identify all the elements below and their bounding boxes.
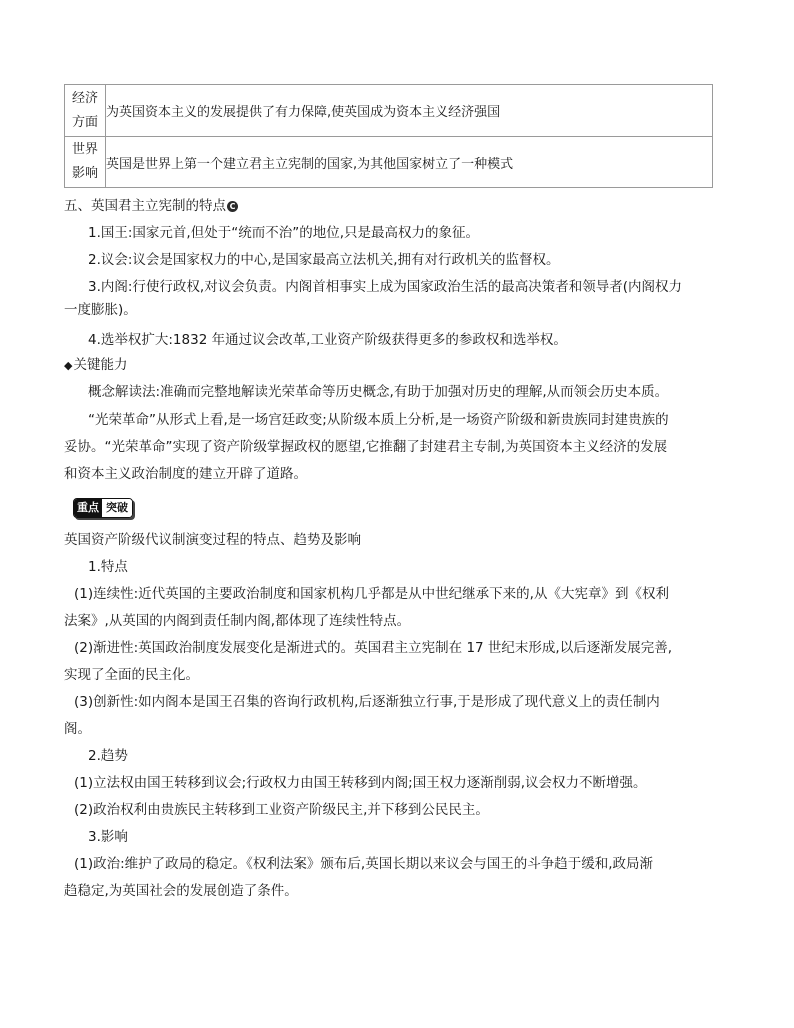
paragraph-line: 法案》,从英国的内阁到责任制内阁,都体现了连续性特点。 <box>64 613 411 629</box>
subheading: 1.特点 <box>88 559 128 575</box>
section-title: 关键能力 <box>73 357 128 373</box>
paragraph-line: 概念解读法:准确而完整地解读光荣革命等历史概念,有助于加强对历史的理解,从而领会历史本质。 <box>88 384 669 400</box>
diamond-bullet-icon: ◆ <box>64 359 73 372</box>
table-row <box>65 85 713 137</box>
row-header <box>65 137 106 188</box>
section-badge <box>73 498 133 518</box>
list-item: 4.选举权扩大:1832 年通过议会改革,工业资产阶级获得更多的参政权和选举权。 <box>88 332 567 348</box>
row-header <box>65 85 106 137</box>
badge-left-text: 重点 <box>74 499 102 517</box>
paragraph-line: (1)政治:维护了政局的稳定。《权利法案》颁布后,英国长期以来议会与国王的斗争趋于缓和,政局渐 <box>74 856 654 872</box>
row-header-line: 世界 <box>71 142 98 157</box>
badge-right-text: 突破 <box>102 499 132 517</box>
section-heading <box>64 192 713 220</box>
row-header-line: 影响 <box>71 166 98 181</box>
paragraph-line: (2)政治权利由贵族民主转移到工业资产阶级民主,并下移到公民民主。 <box>74 802 489 818</box>
row-header-line: 方面 <box>71 114 98 130</box>
subheading: 3.影响 <box>88 829 128 845</box>
table-row <box>65 137 713 188</box>
paragraph-line: 妥协。“光荣革命”实现了资产阶级掌握政权的愿望,它推翻了封建君主专制,为英国资本主义经济的发展 <box>64 439 668 455</box>
subheading: 2.趋势 <box>88 748 128 764</box>
paragraph-line: (1)连续性:近代英国的主要政治制度和国家机构几乎都是从中世纪继承下来的,从《大宪章》到《权利 <box>74 586 669 602</box>
section-title: 英国资产阶级代议制演变过程的特点、趋势及影响 <box>64 532 361 548</box>
paragraph-line: 实现了全面的民主化。 <box>64 667 199 683</box>
paragraph-line: (2)渐进性:英国政治制度发展变化是渐进式的。英国君主立宪制在 17 世纪末形成,以后逐渐发展完善, <box>74 640 673 656</box>
paragraph-line: 趋稳定,为英国社会的发展创造了条件。 <box>64 883 298 899</box>
list-item: 1.国王:国家元首,但处于“统而不治”的地位,只是最高权力的象征。 <box>88 225 479 241</box>
list-item: 3.内阁:行使行政权,对议会负责。内阁首相事实上成为国家政治生活的最高决策者和领导者(内阁权力 <box>88 279 682 295</box>
row-content: 英国是世界上第一个建立君主立宪制的国家,为其他国家树立了一种模式 <box>106 137 713 188</box>
paragraph-line: (3)创新性:如内阁本是国王召集的咨询行政机构,后逐渐独立行事,于是形成了现代意义上的责任制内 <box>74 694 660 710</box>
level-c-icon: C <box>227 201 238 212</box>
list-item: 2.议会:议会是国家权力的中心,是国家最高立法机关,拥有对行政机关的监督权。 <box>88 252 560 268</box>
section-heading <box>64 351 713 380</box>
row-header-line: 经济 <box>71 90 98 106</box>
paragraph-line: 和资本主义政治制度的建立开辟了道路。 <box>64 466 307 482</box>
paragraph-line: “光荣革命”从形式上看,是一场宫廷政变;从阶级本质上分析,是一场资产阶级和新贵族同封建贵族的 <box>88 412 669 428</box>
section-title: 五、英国君主立宪制的特点 <box>64 198 226 214</box>
document-page <box>64 84 713 899</box>
row-content: 为英国资本主义的发展提供了有力保障,使英国成为资本主义经济强国 <box>106 85 713 137</box>
summary-table <box>64 84 713 188</box>
paragraph-line: 阁。 <box>64 721 91 737</box>
list-item-continuation: 一度膨胀)。 <box>64 302 137 318</box>
paragraph-line: (1)立法权由国王转移到议会;行政权力由国王转移到内阁;国王权力逐渐削弱,议会权力不断增强。 <box>74 775 647 791</box>
